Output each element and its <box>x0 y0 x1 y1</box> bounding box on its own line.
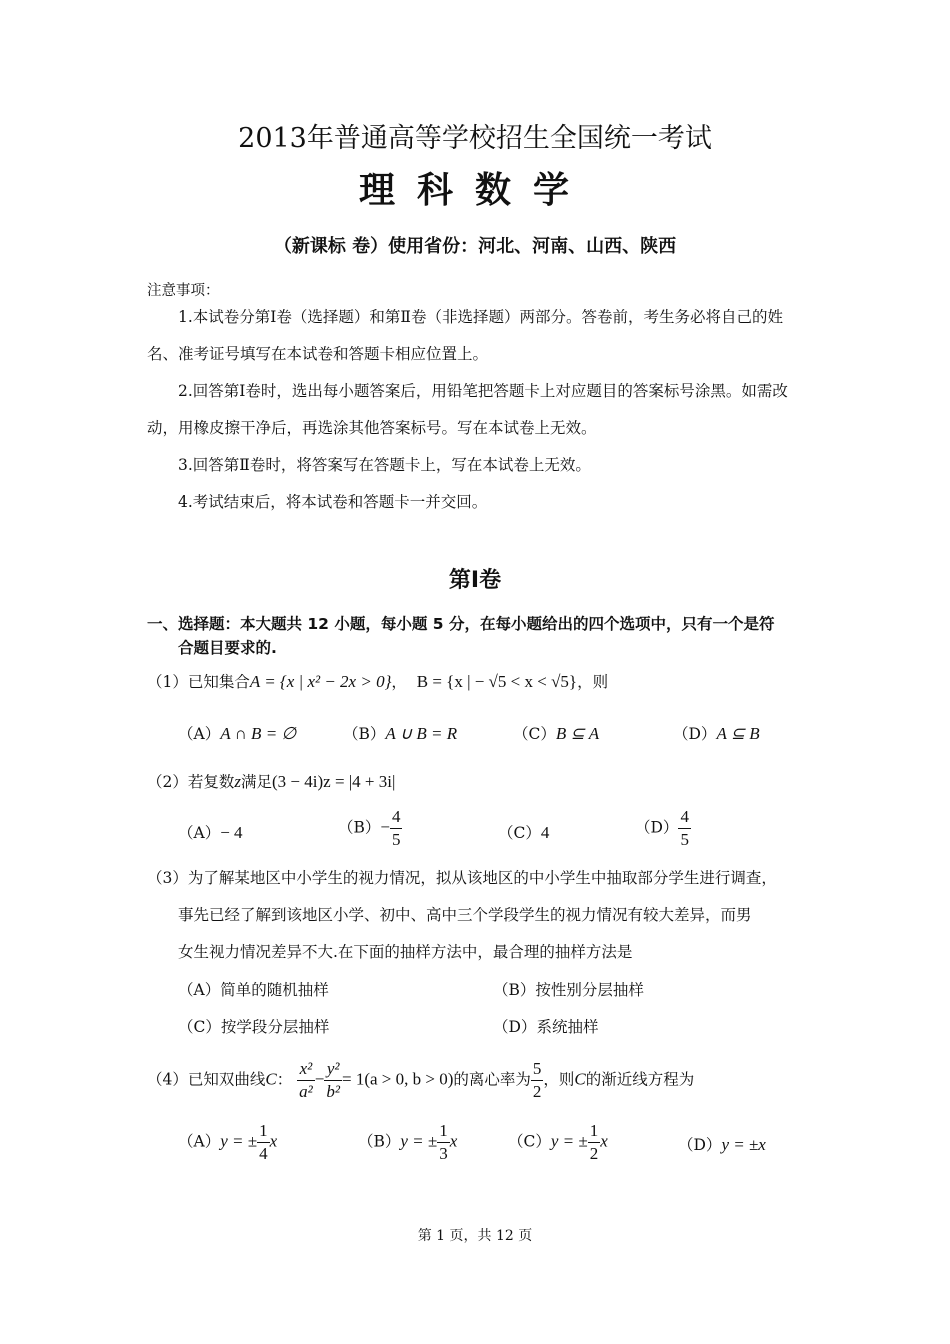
option-label: （C） <box>178 1018 221 1036</box>
section-title: 第Ⅰ卷 <box>448 568 502 593</box>
q4-tail-var: C <box>574 1069 586 1089</box>
option-suffix: x <box>449 1131 458 1151</box>
option-text: A ⊆ B <box>716 724 760 743</box>
notice-item-3: 3.回答第Ⅱ卷时，将答案写在答题卡上，写在本试卷上无效。 <box>178 456 591 474</box>
option-label: （B） <box>493 981 536 999</box>
option-label: （A） <box>178 725 221 743</box>
q4-x-fraction <box>297 1058 315 1103</box>
q2-option-c <box>498 821 549 843</box>
option-label: （C） <box>513 725 556 743</box>
exam-title: 2013年普通高等学校招生全国统一考试 <box>238 123 712 154</box>
option-text: 按学段分层抽样 <box>220 1018 330 1036</box>
q4-ecc-text: 的离心率为 <box>453 1070 531 1089</box>
option-prefix: y = ± <box>400 1131 438 1151</box>
option-text: A ∪ B = R <box>385 724 458 743</box>
q4-y-fraction <box>324 1058 342 1103</box>
option-suffix: x <box>600 1131 608 1151</box>
q4-label: （4）已知双曲线 <box>147 1070 266 1089</box>
option-label: （A） <box>178 824 221 842</box>
question-3-line-1: （3）为了解某地区中小学生的视力情况，拟从该地区的中小学生中抽取部分学生进行调查， <box>147 869 777 887</box>
fraction-denominator: b² <box>326 1082 340 1101</box>
q2-option-a <box>178 821 243 843</box>
q1-option-d <box>673 722 760 744</box>
option-label: （D） <box>673 725 717 743</box>
option-label: （C） <box>498 824 541 842</box>
option-label: （C） <box>508 1132 551 1151</box>
notice-item-1: 1.本试卷分第Ⅰ卷（选择题）和第Ⅱ卷（非选择题）两部分。答卷前，考生务必将自己的姓名、准考证号填写在本试卷和答题卡相应位置上。 <box>147 308 783 363</box>
q1-label: （1）已知集合 <box>147 673 250 691</box>
option-text: y = ±x <box>721 1135 766 1154</box>
option-sign: − <box>380 817 390 837</box>
q4-ecc-fraction <box>531 1058 544 1103</box>
question-3-line-3: 女生视力情况差异不大.在下面的抽样方法中，最合理的抽样方法是 <box>178 943 633 961</box>
option-text: − 4 <box>220 823 243 842</box>
fraction-denominator: 2 <box>532 1082 542 1101</box>
q1-tail: ，则 <box>577 673 609 691</box>
notice-item-4: 4.考试结束后，将本试卷和答题卡一并交回。 <box>178 493 488 511</box>
option-label: （D） <box>635 818 679 837</box>
q4-option-b <box>358 1120 457 1165</box>
q3-option-b <box>493 978 644 1000</box>
q4-option-a <box>178 1120 277 1165</box>
option-text: 按性别分层抽样 <box>535 981 644 999</box>
mcq-heading-line1: 一、选择题：本大题共 12 小题，每小题 5 分，在每小题给出的四个选项中，只有一个是符 <box>147 615 775 633</box>
q4-colon: ： <box>276 1070 293 1089</box>
fraction-numerator: 1 <box>257 1120 270 1143</box>
q3-option-d <box>493 1015 598 1037</box>
question-1: （1）已知集合A = {x | x² − 2x > 0}， B = {x | − √5 < x < √5}，则 <box>147 672 609 691</box>
q3-option-a <box>178 978 329 1000</box>
subject-title: 理科数学 <box>358 170 591 211</box>
option-text: A ∩ B = ∅ <box>220 724 297 743</box>
option-text: B ⊆ A <box>555 724 600 743</box>
fraction-denominator: 4 <box>259 1144 268 1163</box>
option-fraction <box>678 806 691 851</box>
option-text: 简单的随机抽样 <box>220 981 329 999</box>
option-text: 系统抽样 <box>536 1018 599 1036</box>
q4-eq-tail: = 1(a > 0, b > 0) <box>341 1069 454 1089</box>
option-fraction <box>390 806 403 851</box>
option-label: （A） <box>178 1132 221 1151</box>
q4-option-d <box>678 1133 766 1155</box>
q2-label: （2）若复数 <box>147 773 235 791</box>
fraction-numerator: y² <box>324 1058 342 1081</box>
fraction-numerator: 1 <box>588 1120 601 1143</box>
option-fraction <box>588 1120 601 1165</box>
fraction-numerator: 4 <box>678 806 691 829</box>
q4-tail-1: ，则 <box>543 1070 575 1089</box>
option-label: （A） <box>178 981 221 999</box>
q2-option-b <box>338 806 402 851</box>
question-3-line-2: 事先已经了解到该地区小学、初中、高中三个学段学生的视力情况有较大差异，而男 <box>178 906 752 924</box>
q2-option-d <box>635 806 691 851</box>
q2-equation: (3 − 4i)z = |4 + 3i| <box>272 772 396 791</box>
notice-heading: 注意事项： <box>147 283 220 299</box>
option-prefix: y = ± <box>220 1131 258 1151</box>
q3-option-c <box>178 1015 329 1037</box>
option-label: （D） <box>493 1018 537 1036</box>
q1-set-a: A = {x | x² − 2x > 0} <box>249 672 392 691</box>
fraction-numerator: x² <box>297 1058 315 1081</box>
mcq-heading <box>147 612 812 660</box>
fraction-denominator: 3 <box>439 1144 448 1163</box>
q1-set-b: B = {x | − √5 < x < √5} <box>416 672 578 691</box>
fraction-numerator: 5 <box>531 1058 544 1081</box>
fraction-denominator: a² <box>299 1082 313 1101</box>
edition-subtitle: （新课标 卷）使用省份：河北、河南、山西、陕西 <box>273 236 677 257</box>
option-text: 4 <box>540 823 550 842</box>
option-suffix: x <box>269 1131 278 1151</box>
option-fraction <box>257 1120 270 1165</box>
fraction-numerator: 4 <box>390 806 403 829</box>
notice-item-2: 2.回答第Ⅰ卷时，选出每小题答案后，用铅笔把答题卡上对应题目的答案标号涂黑。如需改动，用橡皮擦干净后，再选涂其他答案标号。写在本试卷上无效。 <box>147 382 788 437</box>
q1-option-c <box>513 722 599 744</box>
question-4: （4）已知双曲线C： $\frac{\text{x²}}{\text{a²}}$ − $\frac{\text{y²}}{\text{b²}}$ = 1(a > 0, b > 0)的离心率为 $\frac{5}{2}$ ，则C的渐近线方程为 <box>147 1059 695 1101</box>
fraction-denominator: 5 <box>680 830 689 849</box>
question-2 <box>147 770 395 792</box>
q1-option-a <box>178 722 296 744</box>
q4-option-c <box>508 1120 608 1165</box>
option-label: （D） <box>678 1136 722 1154</box>
option-label: （B） <box>338 818 381 837</box>
q4-curve: C <box>265 1069 277 1089</box>
option-fraction <box>437 1120 450 1165</box>
q2-var: z <box>234 772 241 791</box>
q2-mid: 满足 <box>241 773 273 791</box>
option-prefix: y = ± <box>550 1131 588 1151</box>
page-footer: 第 1 页，共 12 页 <box>417 1228 533 1244</box>
fraction-denominator: 2 <box>589 1144 599 1163</box>
fraction-numerator: 1 <box>437 1120 450 1143</box>
fraction-denominator: 5 <box>391 830 401 849</box>
option-label: （B） <box>358 1132 401 1151</box>
mcq-heading-line2: 合题目要求的. <box>178 639 277 657</box>
q4-tail-2: 的渐近线方程为 <box>585 1070 695 1089</box>
option-label: （B） <box>343 725 386 743</box>
q1-option-b <box>343 722 457 744</box>
